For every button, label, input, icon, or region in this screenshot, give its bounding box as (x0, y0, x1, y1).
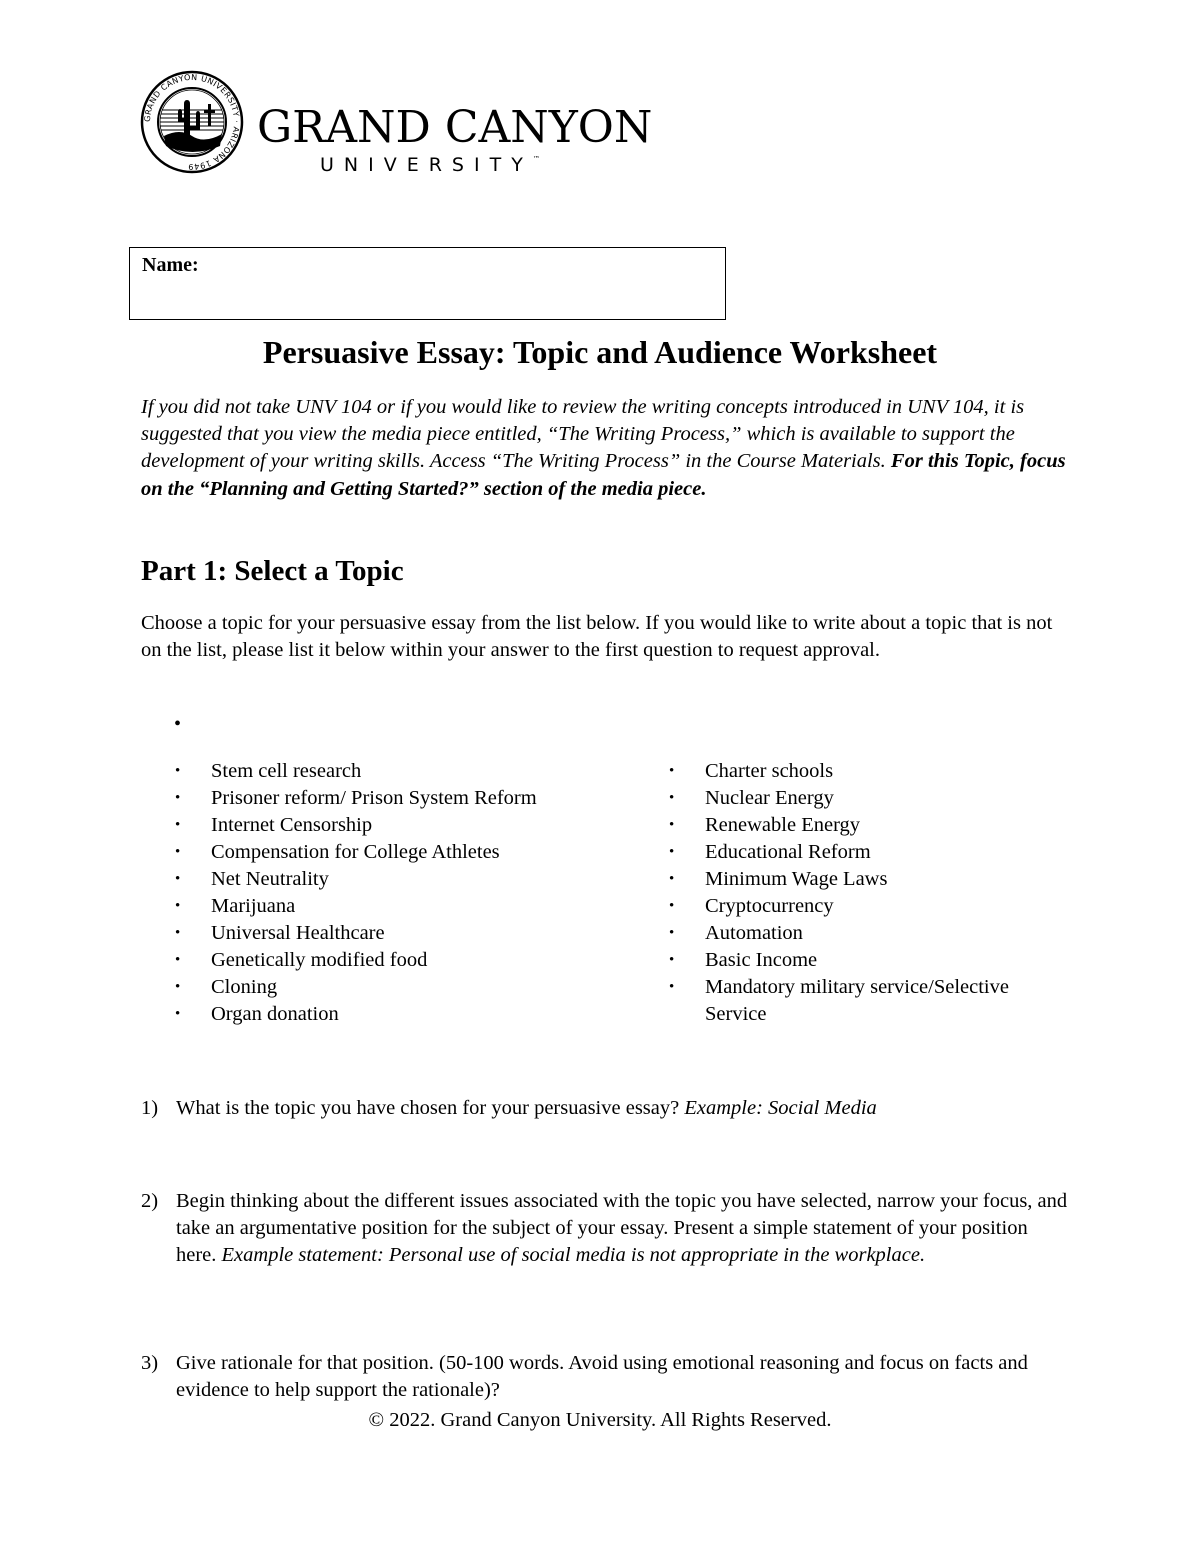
question-prompt: Give rationale for that position. (50-100 words. Avoid using emotional reasoning and focus on facts and evidence to help support the rationale)? (176, 1352, 1028, 1402)
name-field-box[interactable] (129, 247, 726, 320)
intro-text: If you did not take UNV 104 or if you would like to review the writing concepts introduced in UNV 104, it is suggested that you view the media piece entitled, “The Writing Process,” which is available to support the development of your writing skills. Access “The Writing Process” in the Course Materials. (141, 396, 1025, 473)
topic-item: • Cloning (175, 974, 565, 1001)
question-text (176, 1095, 1071, 1122)
question-number: 1) (141, 1097, 159, 1119)
trademark-mark: ™ (532, 155, 540, 163)
question-text (176, 1350, 1071, 1404)
question-prompt: Begin thinking about the different issues associated with the topic you have selected, narrow your focus, and take an argumentative position for the subject of your essay. Present a simple statement of your position here. (176, 1190, 1068, 1267)
seal-text: GRAND CANYON UNIVERSITY · ARIZONA 1949 (142, 72, 242, 172)
topic-item: • Organ donation (175, 1001, 565, 1028)
logo-subtitle (320, 156, 540, 175)
part1-description: Choose a topic for your persuasive essay from the list below. If you would like to write about a topic that is not on the list, please list it below within your answer to the first question to request approval. (141, 612, 1053, 662)
university-logo (140, 70, 653, 180)
question-example: Example statement: Personal use of social media is not appropriate in the workplace. (221, 1244, 926, 1267)
topic-item: • Charter schools (669, 758, 1069, 785)
question-example: Example: Social Media (684, 1097, 877, 1119)
topic-item: • Marijuana (175, 893, 565, 920)
intro-paragraph (141, 394, 1066, 503)
topic-item: • Net Neutrality (175, 866, 565, 893)
topic-item: • Minimum Wage Laws (669, 866, 1069, 893)
topic-item: • Internet Censorship (175, 812, 565, 839)
topic-item: • Nuclear Energy (669, 785, 1069, 812)
question-number: 3) (141, 1352, 159, 1374)
topic-item: • Cryptocurrency (669, 893, 1069, 920)
topic-item: • Universal Healthcare (175, 920, 565, 947)
topic-item: • Mandatory military service/Selective Service (669, 974, 1069, 1028)
question-prompt: What is the topic you have chosen for your persuasive essay? (176, 1097, 685, 1119)
intro-bold-text: For this Topic, focus on the “Planning and Getting Started?” section of the media piece. (141, 450, 1066, 500)
topic-item: • Automation (669, 920, 1069, 947)
topic-item: • Prisoner reform/ Prison System Reform (175, 785, 565, 812)
question-number: 2) (141, 1190, 159, 1212)
question-text (176, 1188, 1071, 1270)
part1-heading: Part 1: Select a Topic (141, 555, 404, 587)
topic-item: • Stem cell research (175, 758, 565, 785)
empty-bullet: • (174, 713, 182, 735)
topic-item: • Educational Reform (669, 839, 1069, 866)
topics-list-right (669, 758, 1069, 1028)
question-1 (141, 1095, 1071, 1122)
copyright-footer: © 2022. Grand Canyon University. All Rights Reserved. (368, 1409, 832, 1431)
topic-item: • Genetically modified food (175, 947, 565, 974)
question-3 (141, 1350, 1071, 1404)
page-title: Persuasive Essay: Topic and Audience Worksheet (262, 334, 938, 370)
topic-item: • Basic Income (669, 947, 1069, 974)
question-2 (141, 1188, 1071, 1270)
topic-item: • Compensation for College Athletes (175, 839, 565, 866)
topic-item: • Renewable Energy (669, 812, 1069, 839)
topics-list-left (175, 758, 565, 1028)
logo-wordmark: GRAND CANYON (257, 102, 653, 153)
name-label: Name: (142, 254, 199, 276)
university-seal-icon (140, 70, 244, 174)
logo-subtitle-text: UNIVERSITY (320, 154, 533, 176)
